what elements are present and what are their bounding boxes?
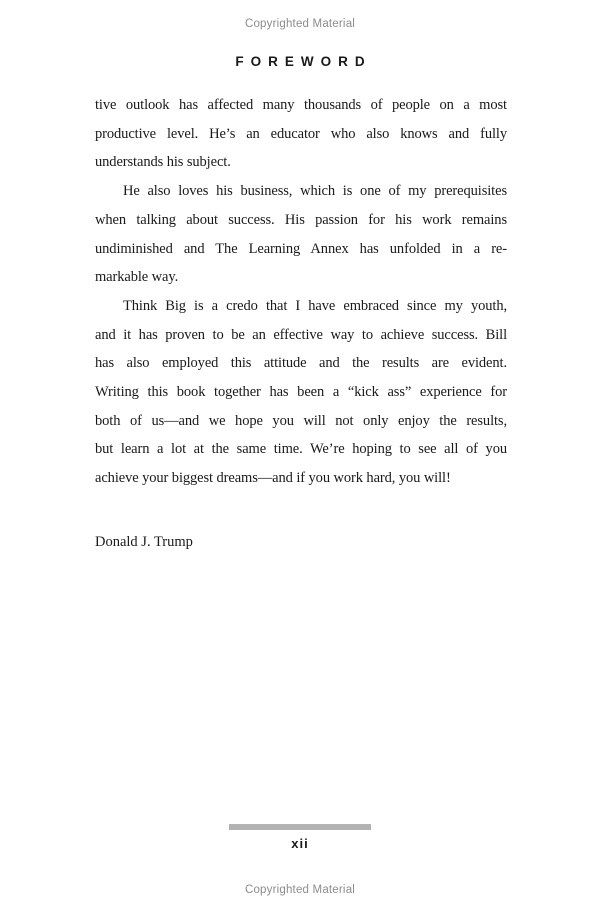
text-line: undiminished and The Learning Annex has unfolded in a re- [95, 240, 507, 257]
chapter-heading: FOREWORD [235, 54, 372, 69]
text-line: and it has proven to be an effective way to achieve success. Bill [95, 326, 507, 343]
text-line: when talking about success. His passion for his work remains [95, 211, 507, 228]
text-line: understands his subject. [95, 154, 231, 171]
page-number: xii [291, 836, 309, 851]
text-line: Think Big is a credo that I have embraced since my youth, [123, 297, 507, 314]
text-line: tive outlook has affected many thousands of people on a most [95, 97, 507, 113]
text-line: He also loves his business, which is one of my prerequisites [123, 183, 507, 200]
copyright-notice-bottom: Copyrighted Material [244, 884, 356, 896]
text-line: has also employed this attitude and the results are evident. [95, 355, 507, 372]
text-line: productive level. He’s an educator who also knows and fully [95, 125, 507, 142]
body-paragraph [95, 177, 507, 292]
text-line: achieve your biggest dreams—and if you work hard, you will! [95, 470, 451, 487]
copyright-notice-top: Copyrighted Material [244, 18, 356, 30]
body-text [95, 91, 507, 493]
body-paragraph [95, 91, 507, 177]
text-line: Writing this book together has been a “kick ass” experience for [95, 384, 507, 401]
body-paragraph [95, 292, 507, 493]
text-line: but learn a lot at the same time. We’re hoping to see all of you [95, 441, 507, 458]
text-line: both of us—and we hope you will not only enjoy the results, [95, 412, 507, 429]
text-line: markable way. [95, 269, 179, 286]
signature-line: Donald J. Trump [95, 534, 193, 550]
footer-divider-bar [229, 824, 371, 830]
